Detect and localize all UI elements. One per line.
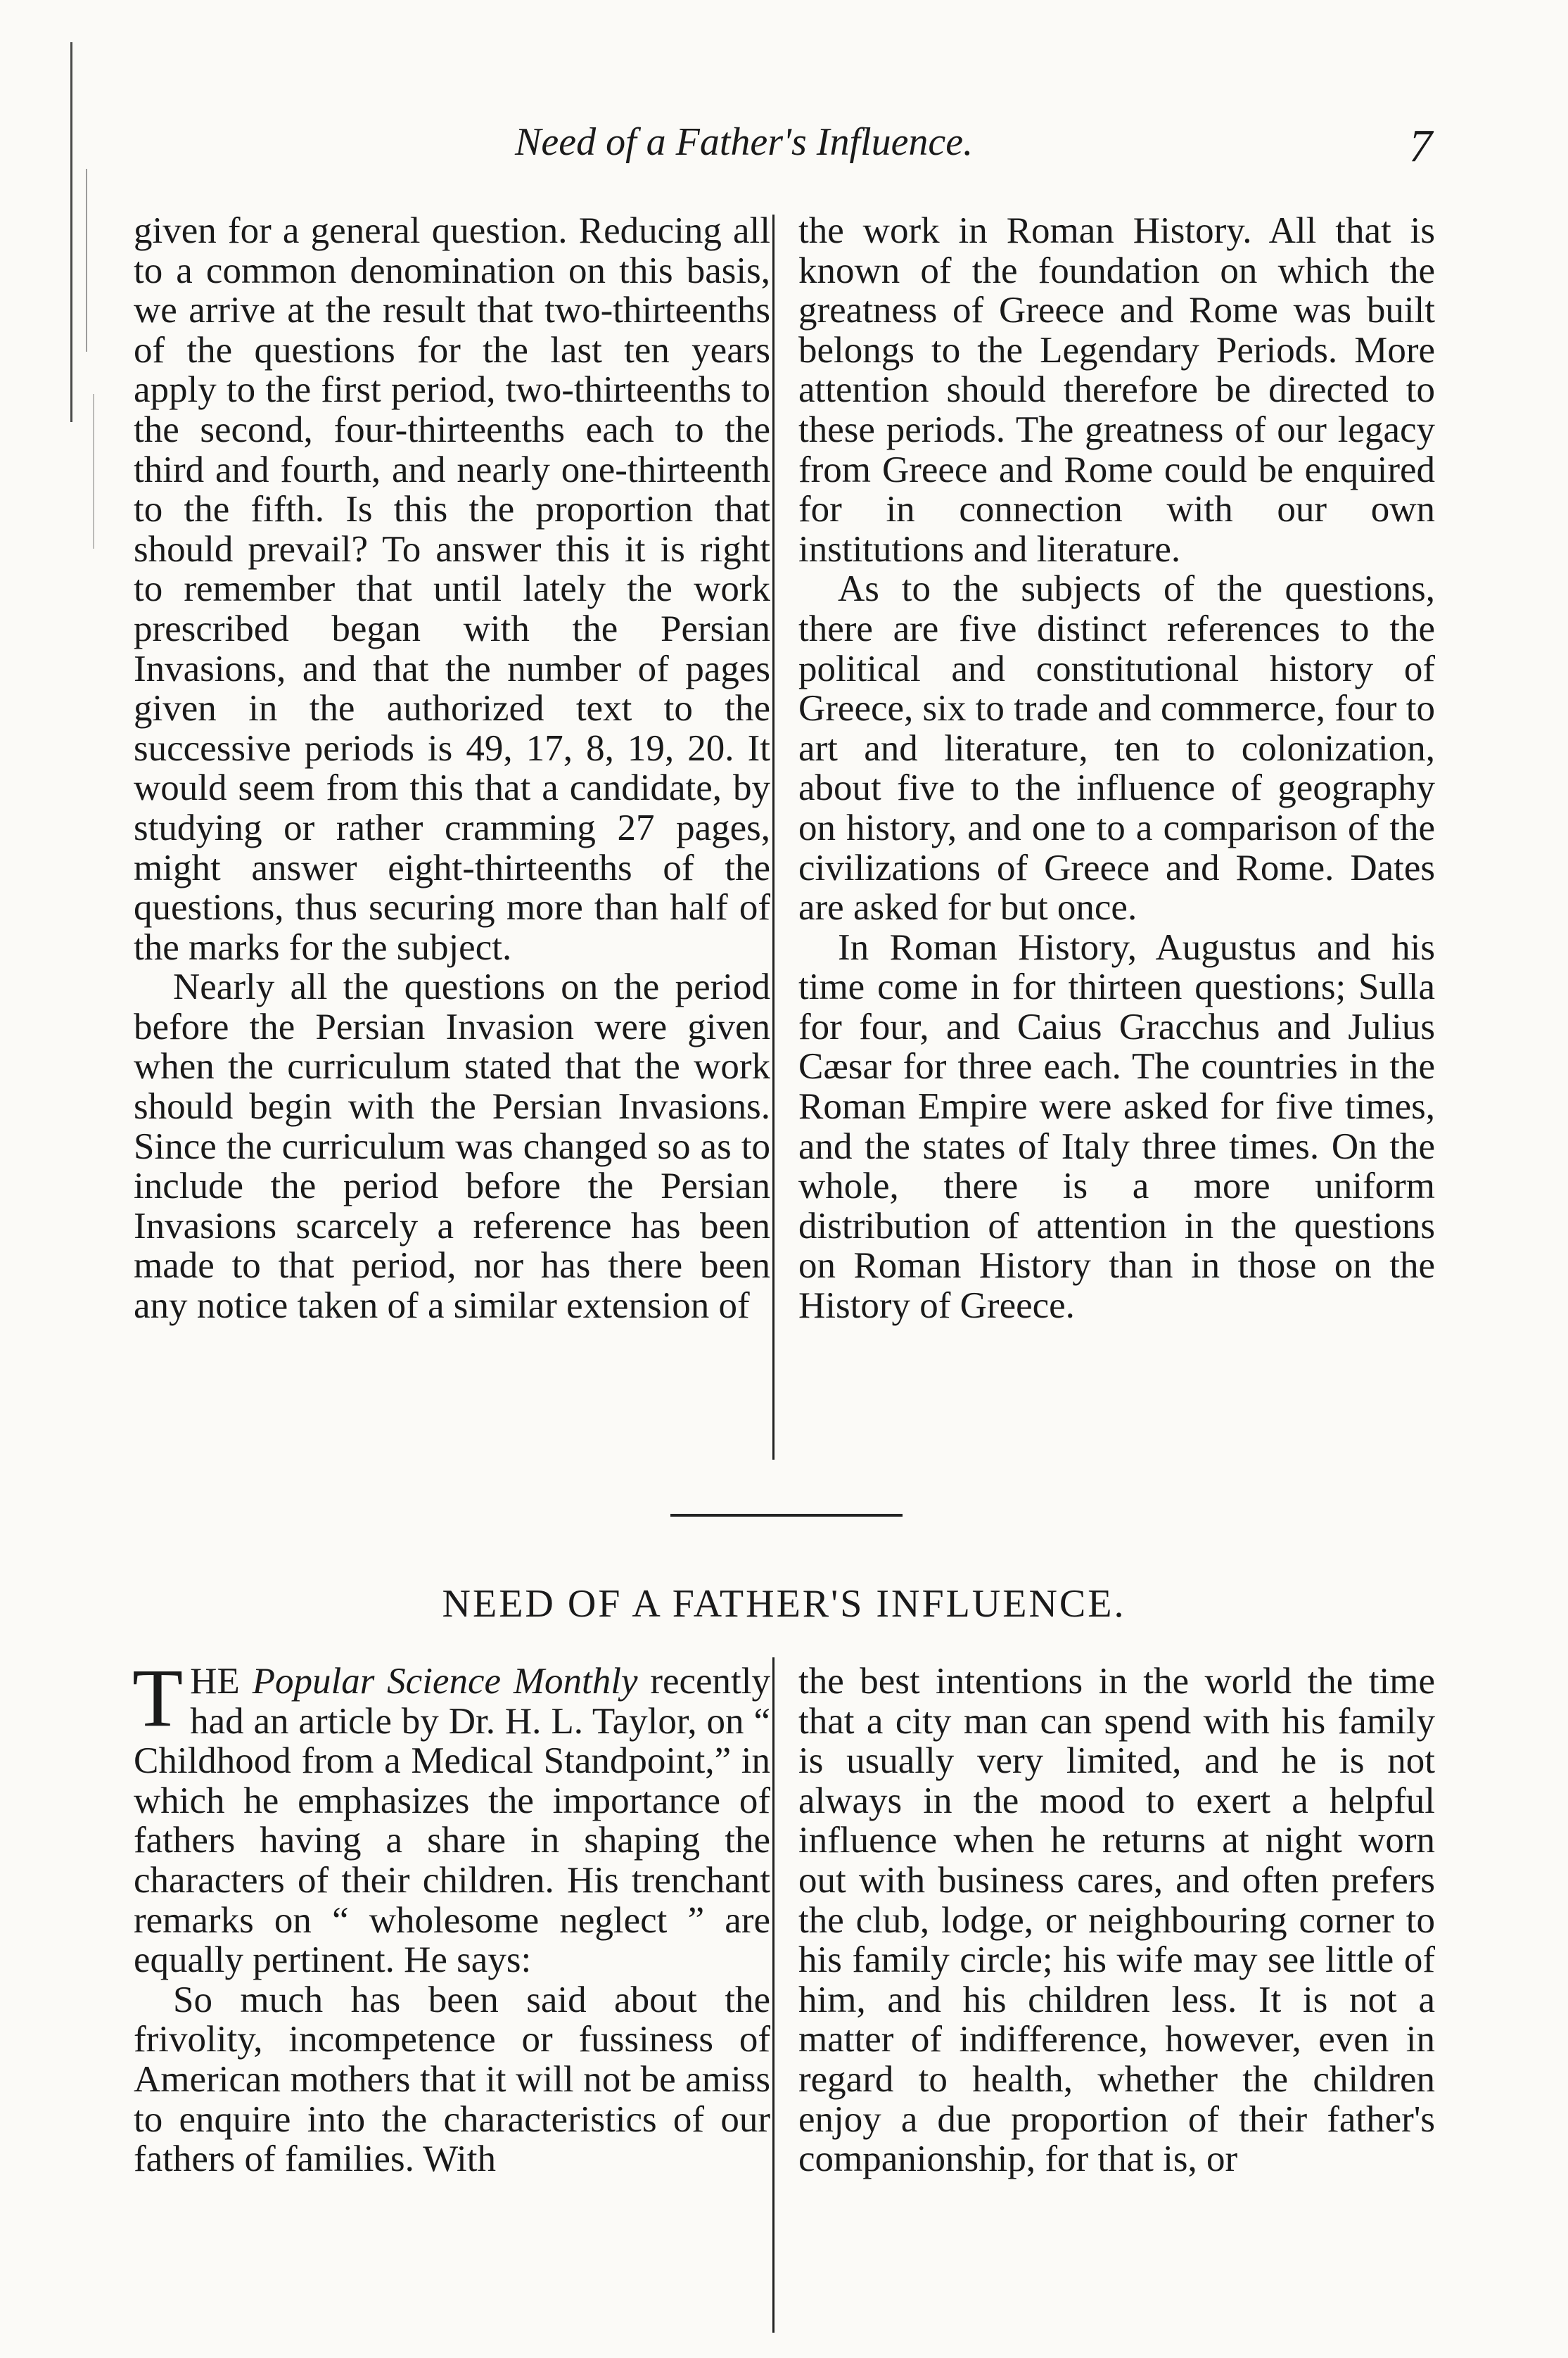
- journal-title: Popular Science Monthly: [252, 1661, 638, 1702]
- paragraph: given for a general question. Reducing all to a common denomination on this basis, we arrive at the result that two-thirteenths of the questions for the last ten years apply to the first period, two-thirteenths to the second, four-thirteenths each to the third and fourth, and nearly one-thirteenth to the fifth. Is this the proportion that should prevail? To answer this it is right to remember that until lately the work prescribed began with the Persian Invasions, and that the number of pages given in the authorized text to the successive periods is 49, 17, 8, 19, 20. It would seem from this that a candidate, by studying or rather cramming 27 pages, might answer eight-thirteenths of the questions, thus securing more than half of the marks for the subject.: [134, 210, 770, 968]
- binding-shadow-3: [93, 394, 94, 549]
- top-left-column: [134, 211, 770, 1326]
- page-header: [135, 120, 1458, 176]
- running-title: Need of a Father's Influence.: [515, 120, 974, 164]
- top-right-column: [798, 211, 1435, 1326]
- column-divider-article: [772, 1657, 775, 2333]
- paragraph: As to the subjects of the questions, there are five distinct references to the political and constitutional history of Greece, six to trade and commerce, four to art and literature, ten to colonization, about five to the influence of geography on history, and one to a comparison of the civilizations of Greece and Rome. Dates are asked for but once.: [798, 568, 1436, 929]
- binding-shadow: [70, 42, 72, 422]
- section-separator: [670, 1514, 903, 1517]
- binding-shadow-2: [86, 169, 87, 352]
- article-right-column: [798, 1662, 1435, 2179]
- column-divider: [772, 215, 775, 1460]
- article-left-column: [132, 1652, 771, 2180]
- drop-cap: T: [132, 1652, 184, 1744]
- paragraph: the work in Roman History. All that is known of the foundation on which the greatness of Greece and Rome was built belongs to the Legendary Periods. More attention should therefore be directed to these periods. The greatness of our legacy from Greece and Rome could be enquired for in connection with our own institutions and literature.: [798, 210, 1435, 570]
- opening-paragraph: [132, 1652, 771, 1981]
- page-number: 7: [1409, 120, 1432, 172]
- article-title: NEED OF A FATHER'S INFLUENCE.: [442, 1582, 1126, 1626]
- opening-text: HE: [190, 1661, 253, 1702]
- paragraph: In Roman History, Augustus and his time come in for thirteen questions; Sulla for four, and Caius Gracchus and Julius Cæsar for three each. The countries in the Roman Empire were asked for five times, and the states of Italy three times. On the whole, there is a more uniform distribution of attention in the questions on Roman History than in those on the History of Greece.: [798, 926, 1435, 1327]
- opening-text-cont: recently had an article by Dr. H. L. Taylor, on “ Childhood from a Medical Standpoint,” in which he emphasizes the importance of fathers having a share in shaping the characters of their children. His trenchant remarks on “ wholesome neglect ” are equally pertinent. He says:: [134, 1661, 771, 1981]
- paragraph: Nearly all the questions on the period before the Persian Invasion were given when the curriculum stated that the work should begin with the Persian Invasions. Since the curriculum was changed so as to include the period before the Persian Invasions scarcely a reference has been made to that period, nor has there been any notice taken of a similar extension of: [134, 967, 770, 1327]
- quote-paragraph: So much has been said about the frivolity, incompetence or fussiness of American mothers that it will not be amiss to enquire into the characteristics of our fathers of families. With: [134, 1979, 770, 2180]
- quote-paragraph-cont: the best intentions in the world the time that a city man can spend with his family is usually very limited, and he is not always in the mood to exert a helpful influence when he returns at night worn out with business cares, and often prefers the club, lodge, or neighbouring corner to his family circle; his wife may see little of him, and his children less. It is not a matter of indifference, however, even in regard to health, whether the children enjoy a due proportion of their father's companionship, for that is, or: [798, 1661, 1435, 2180]
